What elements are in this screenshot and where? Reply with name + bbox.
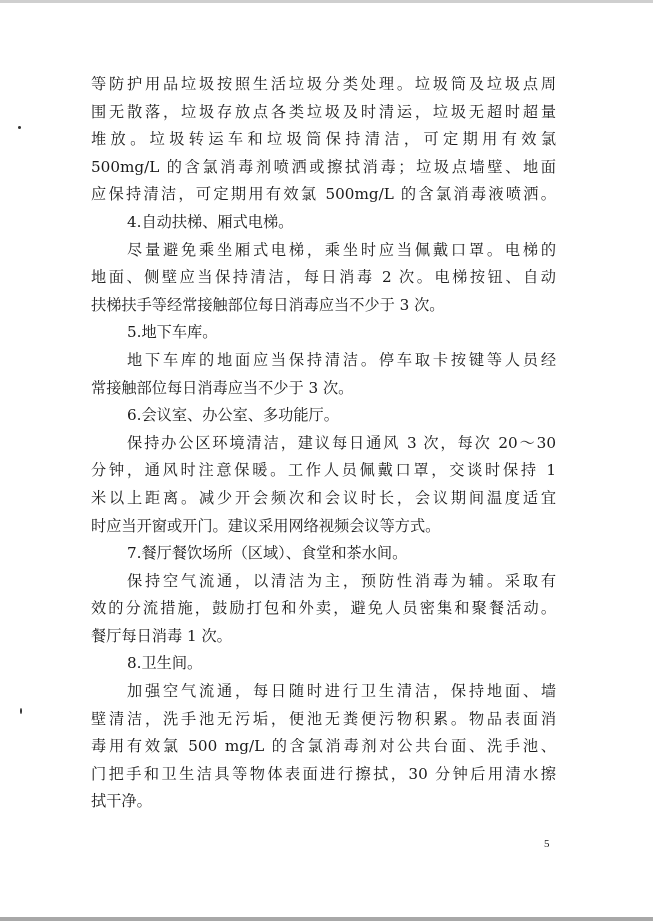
scan-top-edge <box>0 0 653 3</box>
text-line: 拭干净。 <box>91 792 152 811</box>
section-heading-restroom: 8.卫生间。 <box>127 654 203 673</box>
scan-speck <box>18 126 21 129</box>
scan-speck <box>20 708 22 714</box>
section-heading-elevators: 4.自动扶梯、厢式电梯。 <box>127 212 294 231</box>
text-line: 应保持清洁，可定期用有效氯 500mg/L 的含氯消毒液喷洒。 <box>91 185 556 204</box>
text-line: 加强空气流通，每日随时进行卫生清洁，保持地面、墙 <box>127 682 556 701</box>
text-line: 等防护用品垃圾按照生活垃圾分类处理。垃圾筒及垃圾点周 <box>91 75 556 93</box>
text-line: 尽量避免乘坐厢式电梯，乘坐时应当佩戴口罩。电梯的 <box>127 240 556 259</box>
text-line: 门把手和卫生洁具等物体表面进行擦拭，30 分钟后用清水擦 <box>91 764 556 783</box>
text-line: 地面、侧壁应当保持清洁，每日消毒 2 次。电梯按钮、自动 <box>91 268 556 287</box>
document-body <box>91 71 556 816</box>
text-line: 扶梯扶手等经常接触部位每日消毒应当不少于 3 次。 <box>91 295 445 314</box>
text-line: 500mg/L 的含氯消毒剂喷洒或擦拭消毒；垃圾点墙壁、地面 <box>91 157 556 176</box>
scan-bottom-edge <box>0 917 653 921</box>
text-line: 毒用有效氯 500 mg/L 的含氯消毒剂对公共台面、洗手池、 <box>91 737 556 756</box>
text-line: 效的分流措施，鼓励打包和外卖，避免人员密集和聚餐活动。 <box>91 599 556 618</box>
text-line: 保持办公区环境清洁，建议每日通风 3 次，每次 20～30 <box>127 433 556 452</box>
text-line: 保持空气流通，以清洁为主，预防性消毒为辅。采取有 <box>127 571 556 590</box>
text-line: 时应当开窗或开门。建议采用网络视频会议等方式。 <box>91 516 441 535</box>
text-line: 餐厅每日消毒 1 次。 <box>91 626 232 645</box>
text-line: 分钟，通风时注意保暖。工作人员佩戴口罩，交谈时保持 1 <box>91 461 556 480</box>
section-heading-garage: 5.地下车库。 <box>127 323 218 342</box>
text-line: 常接触部位每日消毒应当不少于 3 次。 <box>91 378 354 397</box>
section-heading-dining: 7.餐厅餐饮场所（区域）、食堂和茶水间。 <box>127 544 408 563</box>
text-line: 壁清洁，洗手池无污垢，便池无粪便污物积累。物品表面消 <box>91 709 556 728</box>
text-line: 地下车库的地面应当保持清洁。停车取卡按键等人员经 <box>127 350 556 369</box>
text-line: 堆放。垃圾转运车和垃圾筒保持清洁，可定期用有效氯 <box>91 130 556 149</box>
page-number: 5 <box>544 838 550 850</box>
text-line: 围无散落，垃圾存放点各类垃圾及时清运，垃圾无超时超量 <box>91 102 556 121</box>
section-heading-meeting-rooms: 6.会议室、办公室、多功能厅。 <box>127 406 339 425</box>
text-line: 米以上距离。减少开会频次和会议时长，会议期间温度适宜 <box>91 488 556 507</box>
